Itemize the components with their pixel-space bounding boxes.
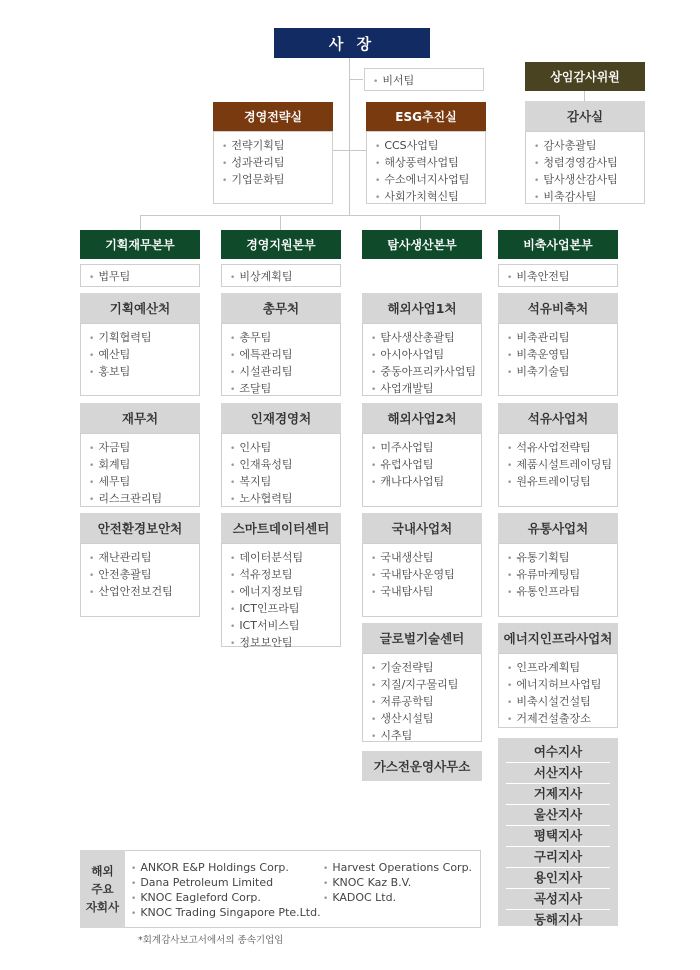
team-item: • 리스크관리팀 <box>89 491 193 508</box>
team-item: • 캐나다사업팀 <box>371 474 475 491</box>
division-header: 인재경영처 <box>221 403 341 433</box>
team-item: • 홍보팀 <box>89 364 193 381</box>
team-item: • 비축운영팀 <box>507 347 611 364</box>
team-item: • 산업안전보건팀 <box>89 584 193 601</box>
subsidiary-item: • Dana Petroleum Limited <box>131 875 273 892</box>
team-item: • 정보보안팀 <box>230 635 334 652</box>
subsidiary-item: • ANKOR E&P Holdings Corp. <box>131 860 289 877</box>
team-item: • 예산팀 <box>89 347 193 364</box>
hq-planning-finance-header: 기획재무본부 <box>80 230 200 259</box>
team-item: • 안전총괄팀 <box>89 567 193 584</box>
division-teams <box>221 323 341 396</box>
team-item: • ICT서비스팀 <box>230 618 334 635</box>
team-item: • 유럽사업팀 <box>371 457 475 474</box>
team-item: • 총무팀 <box>230 330 334 347</box>
division-header: 유통사업처 <box>498 513 618 543</box>
branch-office: 동해지사 <box>533 912 583 927</box>
subsidiary-item: • KADOC Ltd. <box>323 890 396 907</box>
team-item: • 전략기획팀 <box>222 138 326 155</box>
team-item: • 비축시설건설팀 <box>507 694 611 711</box>
auditor-header: 상임감사위원 <box>525 62 645 91</box>
branch-offices <box>498 738 618 926</box>
division-teams <box>80 323 200 396</box>
division-header: 가스전운영사무소 <box>362 751 482 781</box>
esg-office-teams <box>366 131 486 204</box>
team-item: • 국내생산팀 <box>371 550 475 567</box>
team-item: • 아시아사업팀 <box>371 347 475 364</box>
ceo-box: 사 장 <box>274 28 430 58</box>
team-item: • 인프라계획팀 <box>507 660 611 677</box>
team-item: • 사회가치혁신팀 <box>375 189 479 206</box>
team-item: • 세무팀 <box>89 474 193 491</box>
audit-office-teams <box>525 131 645 204</box>
division-header: 에너지인프라사업처 <box>498 623 618 653</box>
subsidiaries-label: 해외 주요 자회사 <box>80 850 125 928</box>
hq-management-support-direct-team: • 비상계획팀 <box>221 264 341 287</box>
team-item: • 유류마케팅팀 <box>507 567 611 584</box>
team-item: • 국내탐사팀 <box>371 584 475 601</box>
division-header: 국내사업처 <box>362 513 482 543</box>
branch-office: 용인지사 <box>506 868 610 889</box>
strategy-office-header: 경영전략실 <box>213 102 333 131</box>
subsidiary-item: • KNOC Kaz B.V. <box>323 875 411 892</box>
team-item: • 조달팀 <box>230 381 334 398</box>
division-teams <box>498 433 618 507</box>
team-item: • 탐사생산총괄팀 <box>371 330 475 347</box>
audit-office-header: 감사실 <box>525 101 645 131</box>
division-teams <box>80 433 200 507</box>
team-item: • 데이터분석팀 <box>230 550 334 567</box>
secretary-team: • 비서팀 <box>364 68 484 91</box>
footnote: *회계감사보고서에서의 종속기업임 <box>138 935 284 946</box>
team-item: • 미주사업팀 <box>371 440 475 457</box>
hq-exploration-production-header: 탐사생산본부 <box>362 230 482 259</box>
esg-office-header: ESG추진실 <box>366 102 486 131</box>
team-item: • 거제건설출장소 <box>507 711 611 728</box>
division-teams <box>362 433 482 507</box>
division-header: 기획예산처 <box>80 293 200 323</box>
team-item: • 제품시설트레이딩팀 <box>507 457 611 474</box>
team-item: • 해상풍력사업팀 <box>375 155 479 172</box>
subsidiary-item: • Harvest Operations Corp. <box>323 860 472 877</box>
team-item: • 지질/지구물리팀 <box>371 677 475 694</box>
team-item: • 비축기술팀 <box>507 364 611 381</box>
division-header: 석유비축처 <box>498 293 618 323</box>
team-item: • 저류공학팀 <box>371 694 475 711</box>
team-item: • 생산시설팀 <box>371 711 475 728</box>
team-item: • 석유사업전략팀 <box>507 440 611 457</box>
division-header: 석유사업처 <box>498 403 618 433</box>
division-header: 총무처 <box>221 293 341 323</box>
team-item: • 에너지허브사업팀 <box>507 677 611 694</box>
hq-planning-finance-direct-team: • 법무팀 <box>80 264 200 287</box>
team-item: • 인재육성팀 <box>230 457 334 474</box>
division-header: 글로벌기술센터 <box>362 623 482 653</box>
division-header: 스마트데이터센터 <box>221 513 341 543</box>
division-teams <box>362 543 482 617</box>
team-item: • CCS사업팀 <box>375 138 479 155</box>
team-item: • 기술전략팀 <box>371 660 475 677</box>
team-item: • 재난관리팀 <box>89 550 193 567</box>
team-item: • 석유정보팀 <box>230 567 334 584</box>
team-item: • 감사총괄팀 <box>534 138 638 155</box>
team-item: • 노사협력팀 <box>230 491 334 508</box>
hq-stockpiling-header: 비축사업본부 <box>498 230 618 259</box>
division-header: 안전환경보안처 <box>80 513 200 543</box>
team-item: • 유통기획팀 <box>507 550 611 567</box>
branch-office: 울산지사 <box>506 805 610 826</box>
team-item: • 에너지정보팀 <box>230 584 334 601</box>
strategy-office-teams <box>213 131 333 204</box>
team-item: • 비축관리팀 <box>507 330 611 347</box>
division-teams <box>498 323 618 396</box>
team-item: • 원유트레이딩팀 <box>507 474 611 491</box>
team-item: • 탐사생산감사팀 <box>534 172 638 189</box>
team-item: • 회계팀 <box>89 457 193 474</box>
division-teams <box>80 543 200 617</box>
hq-stockpiling-direct-team: • 비축안전팀 <box>498 264 618 287</box>
branch-office: 거제지사 <box>506 784 610 805</box>
team-item: • 청렴경영감사팀 <box>534 155 638 172</box>
branch-office: 서산지사 <box>506 763 610 784</box>
team-item: • 사업개발팀 <box>371 381 475 398</box>
team-item: • 유통인프라팀 <box>507 584 611 601</box>
team-item: • 국내탐사운영팀 <box>371 567 475 584</box>
branch-office: 여수지사 <box>506 742 610 763</box>
subsidiary-item: • KNOC Eagleford Corp. <box>131 890 261 907</box>
division-teams <box>498 543 618 617</box>
subsidiary-item: • KNOC Trading Singapore Pte.Ltd. <box>131 905 321 922</box>
division-teams <box>362 653 482 742</box>
division-header: 해외사업2처 <box>362 403 482 433</box>
team-item: • 자금팀 <box>89 440 193 457</box>
team-item: • 성과관리팀 <box>222 155 326 172</box>
team-item: • 시설관리팀 <box>230 364 334 381</box>
team-item: • 비축감사팀 <box>534 189 638 206</box>
division-header: 재무처 <box>80 403 200 433</box>
division-teams <box>221 433 341 507</box>
team-item: • 기획협력팀 <box>89 330 193 347</box>
division-header: 해외사업1처 <box>362 293 482 323</box>
team-item: • 에특관리팀 <box>230 347 334 364</box>
team-item: • 수소에너지사업팀 <box>375 172 479 189</box>
hq-management-support-header: 경영지원본부 <box>221 230 341 259</box>
branch-office: 곡성지사 <box>506 889 610 910</box>
division-teams <box>221 543 341 647</box>
team-item: • 기업문화팀 <box>222 172 326 189</box>
team-item: • 중동아프리카사업팀 <box>371 364 475 381</box>
team-item: • ICT인프라팀 <box>230 601 334 618</box>
team-item: • 복지팀 <box>230 474 334 491</box>
team-item: • 인사팀 <box>230 440 334 457</box>
branch-office: 구리지사 <box>506 847 610 868</box>
team-item: • 시추팀 <box>371 728 475 745</box>
branch-office: 평택지사 <box>506 826 610 847</box>
division-teams <box>498 653 618 728</box>
division-teams <box>362 323 482 396</box>
